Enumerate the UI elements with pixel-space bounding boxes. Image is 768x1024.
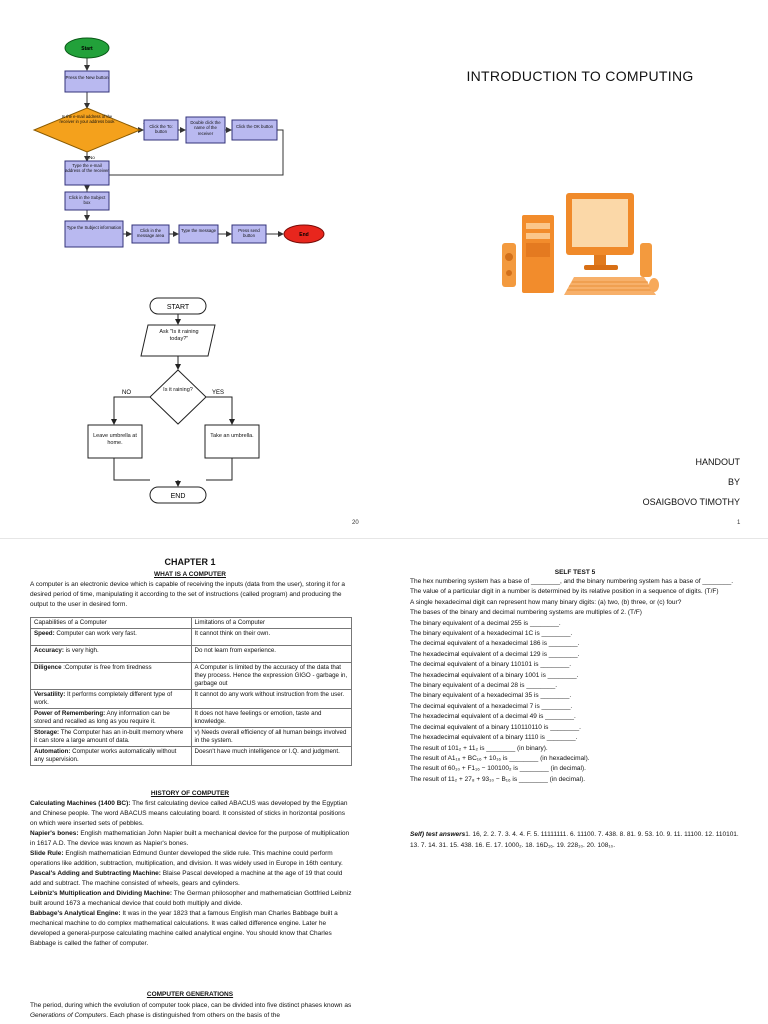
limitation-cell: A Computer is limited by the accuracy of the data that they process. Hence the expression GIGO - garbage in, garbage out (191, 663, 352, 690)
limitation-cell: Doesn't have much intelligence or I.Q. and judgment. (191, 747, 352, 766)
capability-key: Power of Remembering: (34, 710, 106, 717)
capability-key: Automation: (34, 748, 71, 755)
self-test-question: The hex numbering system has a base of ________, and the binary numbering system has a base of ________. (410, 578, 734, 585)
end-label: End (299, 232, 309, 238)
author-name: OSAIGBOVO TIMOTHY (642, 497, 740, 507)
self-test-question: The hexadecimal equivalent of a binary 1001 is ________. (410, 671, 579, 679)
self-test-question: The result of 101₂ + 11₂ is ________ (in binary). (410, 744, 548, 752)
table-row (31, 629, 352, 646)
press-send-label: Press send button (238, 228, 260, 239)
history-term: Calculating Machines (1400 BC): (30, 800, 131, 807)
press-new-label: Press the New button (65, 75, 109, 80)
answers-text: 1. 16, 2. 2. 7. 3. 4. 4. F. 5. 11111111. 6. 11100. 7. 438. 8. 81. 9. 53. 10. 9. 11. 11100. 12. 110101. 13. 7. 14. 31. 15. 438. 16. E. 17. 1000₂. 18. 16D₁₆. 19. 228₁₀. 20. 108₁₀. (410, 831, 739, 849)
table-row (31, 690, 352, 709)
history-desc: The German philosopher and mathematician Gottfried Leibniz built around 1673 a mechanical device that could both multiply and divide. (30, 890, 352, 907)
capability-key: Versatility: (34, 691, 66, 698)
decision-label: Is the e-mail address of the receiver in your address book (59, 114, 115, 124)
capability-cell (31, 709, 192, 728)
history-term: Napier's bones: (30, 830, 79, 837)
limitation-cell: It does not have feelings or emotion, taste and knowledge. (191, 709, 352, 728)
capability-key: Diligence (34, 664, 62, 671)
self-test-question: The decimal equivalent of a hexadecimal 7 is ________. (410, 702, 573, 710)
self-test-question: The hexadecimal equivalent of a binary 1110 is ________. (410, 734, 578, 742)
table-row (31, 709, 352, 728)
history-term: Slide Rule: (30, 850, 64, 857)
end-node-label: END (170, 493, 186, 500)
leave-umbrella-label: Leave umbrella at home. (93, 433, 137, 446)
page-number-left: 20 (352, 520, 359, 526)
history-entry (30, 849, 352, 869)
by-line: BY (727, 477, 740, 487)
type-message-label: Type the message (180, 228, 217, 233)
author-block (560, 452, 740, 512)
capability-key: Speed: (34, 630, 55, 637)
start-label: Start (81, 46, 93, 52)
table-header-row (31, 618, 352, 629)
table-header-capabilities: Capabilities of a Computer (31, 618, 192, 629)
computer-definition: A computer is an electronic device which is capable of receiving the inputs (data from the user), storing it for a desired period of time, manipulating it according to the set of instructions (called program) and producing the output to the user in desired form. (30, 581, 346, 608)
capability-desc: Computer works automatically without any supervision. (34, 748, 177, 763)
self-test-answers (410, 829, 742, 851)
self-test-question: The result of 60₁₀ + F1₁₆ − 100100₂ is ________ (in decimal). (410, 765, 586, 773)
capability-desc: :Computer is free from tiredness (61, 664, 152, 671)
limitation-cell: Do not learn from experience. (191, 646, 352, 663)
capability-desc: Any information can be stored and recalled as long as you require it. (34, 710, 170, 725)
speaker-icon (502, 243, 516, 287)
click-ok-label: Click the OK button (235, 124, 274, 129)
self-test-question: The binary equivalent of a hexadecimal 35 is ________. (410, 692, 572, 700)
capability-cell (31, 629, 192, 646)
page-number-right: 1 (737, 520, 741, 526)
history-term: Babbage's Analytical Engine: (30, 910, 121, 917)
generations-text-a: The period, during which the evolution of computer took place, can be divided into five distinct phases known as (30, 1002, 352, 1009)
history-term: Leibniz's Multiplication and Dividing Machine: (30, 890, 173, 897)
self-test-questions (410, 577, 742, 785)
capability-cell (31, 646, 192, 663)
type-subject-label: Type the Subject information (66, 225, 122, 230)
history-entry (30, 829, 352, 849)
type-email-label: Type the e-mail address of the receiver (65, 163, 109, 174)
no-branch-label: NO (122, 390, 131, 396)
capability-cell (31, 663, 192, 690)
history-desc: English mathematician John Napier built a mechanical device for the purpose of multiplication in 1617 A.D. The device was known as Napier's bones. (30, 830, 350, 847)
self-test-question: The value of a particular digit in a number is determined by its relative position in a sequence of digits. (T/F) (410, 588, 719, 596)
history-entry (30, 889, 352, 909)
double-click-label: Double click the name of the receiver (190, 120, 221, 136)
self-test-question: The bases of the binary and decimal numbering systems are multiples of 2. (T/F) (410, 609, 642, 617)
self-test-question: The binary equivalent of a hexadecimal 1C is ________. (410, 630, 573, 638)
limitation-cell: It cannot think on their own. (191, 629, 352, 646)
history-section (30, 799, 352, 949)
self-test-question: A single hexadecimal digit can represent how many binary digits: (a) two, (b) three, or (c) four? (410, 598, 682, 606)
self-test-question: The decimal equivalent of a binary 110110110 is ________. (410, 723, 581, 731)
capability-key: Accuracy: (34, 647, 64, 654)
no-label: No (89, 155, 95, 160)
history-heading: HISTORY OF COMPUTER (150, 790, 230, 797)
history-entry (30, 909, 352, 949)
generations-heading: COMPUTER GENERATIONS (146, 991, 234, 998)
table-row (31, 747, 352, 766)
capabilities-table (30, 617, 352, 766)
email-flowchart (25, 30, 355, 265)
self-test-title: SELF TEST 5 (554, 569, 596, 576)
history-term: Pascal's Adding and Subtracting Machine: (30, 870, 161, 877)
history-desc: It was in the year 1823 that a famous English man Charles Babbage built a mechanical machine to do complex mathematical calculations. It was called difference engine. Later he developed a general-purpose calculating machine called analytical engine. You should know that Charles Babbage is called the father of computer. (30, 910, 338, 947)
take-umbrella-label: Take an umbrella. (210, 433, 254, 439)
capability-desc: Computer can work very fast. (54, 630, 137, 637)
mouse-icon (649, 278, 659, 292)
ask-label: Ask "Is it raining today?" (159, 329, 199, 342)
self-test-question: The decimal equivalent of a binary 110101 is ________. (410, 661, 572, 669)
chapter-title: CHAPTER 1 (164, 557, 216, 567)
answers-label: Self) test answers (410, 831, 466, 838)
self-test-question: The result of A1₁₆ + BC₁₆ + 10₁₆ is ________ (in hexadecimal). (410, 754, 590, 762)
self-test-question: The result of 11₂ + 27₈ + 93₁₀ − B₁₆ is ________ (in decimal). (410, 775, 586, 783)
raining-label: Is it raining? (163, 387, 193, 393)
table-row (31, 663, 352, 690)
capability-cell (31, 747, 192, 766)
yes-branch-label: YES (212, 390, 225, 396)
page-divider (0, 538, 768, 539)
limitation-cell: It cannot do any work without instruction from the user. (191, 690, 352, 709)
self-test-question: The binary equivalent of a decimal 255 is ________. (410, 619, 561, 627)
history-desc: The first calculating device called ABACUS was developed by the Egyptian and Chinese people. The word ABACUS means calculating board. It consisted of sticks in horizontal positions on which were inserted sets of pebbles. (30, 800, 348, 827)
capability-desc: is very high. (63, 647, 99, 654)
self-test-question: The binary equivalent of a decimal 28 is ________. (410, 682, 558, 690)
click-subject-label: Click in the Subject box (68, 195, 106, 206)
computer-illustration (494, 185, 664, 305)
table-row (31, 646, 352, 663)
capability-cell (31, 690, 192, 709)
generations-term: Generations of Computers (30, 1012, 107, 1019)
umbrella-flowchart (80, 292, 290, 512)
history-entry (30, 799, 352, 829)
generations-text (30, 1001, 352, 1021)
handout-line: HANDOUT (695, 457, 740, 467)
self-test-question: The decimal equivalent of a hexadecimal 186 is ________. (410, 640, 580, 648)
what-is-computer-heading: WHAT IS A COMPUTER (154, 571, 226, 578)
click-message-label: Click in the message area (136, 228, 165, 239)
capability-desc: The Computer has an in-built memory where it can store a large amount of data. (34, 729, 184, 744)
start-node-label: START (166, 304, 190, 311)
self-test-question: The hexadecimal equivalent of a decimal 49 is ________. (410, 713, 576, 721)
history-entry (30, 869, 352, 889)
self-test-question: The hexadecimal equivalent of a decimal 129 is ________. (410, 650, 580, 658)
document-title: INTRODUCTION TO COMPUTING (466, 68, 694, 84)
history-desc: Blaise Pascal developed a machine at the age of 19 that could add and subtract. The machine consisted of wheels, gears and cylinders. (30, 870, 343, 887)
capability-desc: It performs completely different type of work. (34, 691, 173, 706)
click-to-label: Click the To: button (149, 124, 173, 135)
generations-text-b: . Each phase is distinguished from others on the basis of the (106, 1012, 281, 1019)
history-desc: English mathematician Edmund Gunter developed the slide rule. This machine could perform operations like addition, subtraction, multiplication, and division. It was widely used in Europe in 16th century. (30, 850, 343, 867)
capability-cell (31, 728, 192, 747)
table-row (31, 728, 352, 747)
table-header-limitations: Limitations of a Computer (191, 618, 352, 629)
capability-key: Storage: (34, 729, 60, 736)
limitation-cell: v) Needs overall efficiency of all human beings involved in the system. (191, 728, 352, 747)
